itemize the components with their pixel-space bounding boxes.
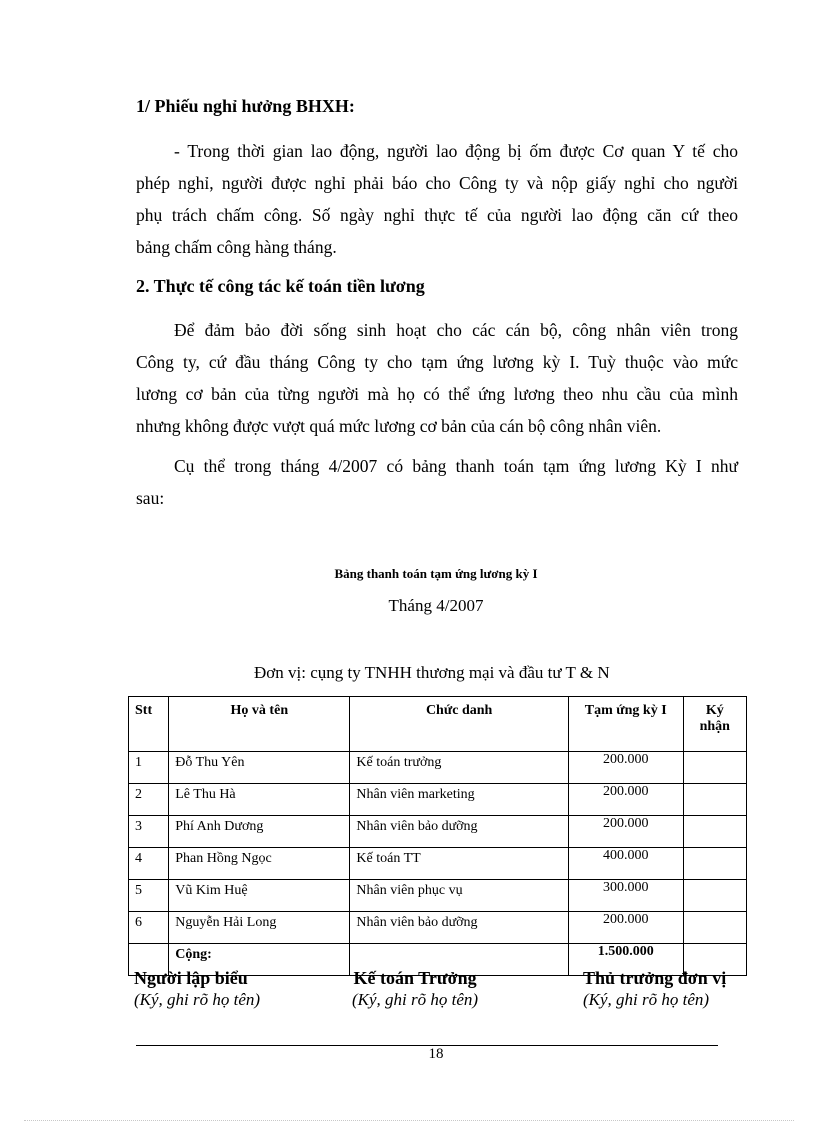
total-label: Cộng:	[169, 944, 350, 976]
cell-position: Kế toán trưởng	[350, 752, 568, 784]
section2-paragraph-1	[136, 314, 738, 442]
header-stt: Stt	[129, 697, 169, 752]
table-row	[129, 912, 747, 944]
paragraph-line: - Trong thời gian lao động, người lao động bị ốm được Cơ quan Y tế cho	[174, 141, 738, 161]
total-value: 1.500.000	[568, 944, 683, 976]
page-number: 18	[428, 1046, 444, 1062]
cell-advance: 400.000	[568, 848, 683, 880]
page-edge-divider	[24, 1120, 794, 1121]
table-month: Tháng 4/2007	[388, 596, 484, 615]
cell-position: Nhân viên bảo dưỡng	[350, 816, 568, 848]
signature-note: (Ký, ghi rõ họ tên)	[583, 990, 710, 1009]
table-row	[129, 848, 747, 880]
signature-accountant	[352, 968, 478, 1010]
cell-sign	[683, 816, 746, 848]
section1-heading: 1/ Phiếu nghỉ hưởng BHXH:	[136, 96, 355, 116]
paragraph-line: bảng chấm công hàng tháng.	[136, 237, 337, 257]
header-advance: Tạm ứng kỳ I	[568, 697, 683, 752]
cell-advance: 200.000	[568, 912, 683, 944]
cell-sign	[683, 752, 746, 784]
paragraph-line: lương cơ bản của từng người mà họ có thể ứng lương theo nhu cầu của mình	[136, 384, 738, 404]
table-row	[129, 784, 747, 816]
signature-note: (Ký, ghi rõ họ tên)	[352, 990, 479, 1009]
cell-advance: 200.000	[568, 816, 683, 848]
signature-role: Thủ trưởng đơn vị	[583, 968, 727, 988]
cell-advance: 200.000	[568, 752, 683, 784]
cell-stt: 3	[129, 816, 169, 848]
advance-payment-table	[128, 696, 747, 976]
paragraph-line: nhưng không được vượt quá mức lương cơ bản của cán bộ công nhân viên.	[136, 416, 662, 436]
header-name: Họ và tên	[169, 697, 350, 752]
paragraph-line: Công ty, cứ đầu tháng Công ty cho tạm ứng lương kỳ I. Tuỳ thuộc vào mức	[136, 352, 738, 372]
header-sign: Ký nhận	[683, 697, 746, 752]
table-unit: Đơn vị: cụng ty TNHH thương mại và đầu tư T & N	[254, 663, 610, 682]
signature-role: Kế toán Trưởng	[353, 968, 477, 988]
cell-stt: 4	[129, 848, 169, 880]
cell-name: Phí Anh Dương	[169, 816, 350, 848]
cell-sign	[683, 880, 746, 912]
cell-position: Nhân viên phục vụ	[350, 880, 568, 912]
table-row	[129, 752, 747, 784]
header-position: Chức danh	[350, 697, 568, 752]
cell-name: Đỗ Thu Yên	[169, 752, 350, 784]
paragraph-line: Cụ thể trong tháng 4/2007 có bảng thanh toán tạm ứng lương Kỳ I như	[174, 456, 738, 476]
signature-preparer	[134, 968, 260, 1010]
cell-advance: 200.000	[568, 784, 683, 816]
cell-stt: 5	[129, 880, 169, 912]
section2-paragraph-2	[136, 450, 738, 514]
cell-sign	[683, 784, 746, 816]
cell-name: Lê Thu Hà	[169, 784, 350, 816]
cell-name: Phan Hồng Ngọc	[169, 848, 350, 880]
section2-heading: 2. Thực tế công tác kế toán tiền lương	[136, 276, 425, 296]
cell-position: Nhân viên bảo dưỡng	[350, 912, 568, 944]
cell-sign	[683, 848, 746, 880]
table-header-row	[129, 697, 747, 752]
paragraph-line: phép nghỉ, người được nghỉ phải báo cho Công ty và nộp giấy nghỉ cho người	[136, 173, 738, 193]
signature-role: Người lập biểu	[134, 968, 248, 988]
cell-name: Vũ Kim Huệ	[169, 880, 350, 912]
cell-position: Nhân viên marketing	[350, 784, 568, 816]
paragraph-line: Để đảm bảo đời sống sinh hoạt cho các cán bộ, công nhân viên trong	[174, 320, 738, 340]
section1-paragraph	[136, 135, 738, 263]
signature-note: (Ký, ghi rõ họ tên)	[134, 990, 261, 1009]
cell-advance: 300.000	[568, 880, 683, 912]
cell-name: Nguyễn Hải Long	[169, 912, 350, 944]
paragraph-line: sau:	[136, 488, 165, 508]
cell-stt: 2	[129, 784, 169, 816]
table-title: Bảng thanh toán tạm ứng lương kỳ I	[334, 566, 538, 581]
cell-sign	[683, 912, 746, 944]
table-row	[129, 880, 747, 912]
paragraph-line: phụ trách chấm công. Số ngày nghỉ thực tế của người lao động căn cứ theo	[136, 205, 738, 225]
cell-position: Kế toán TT	[350, 848, 568, 880]
cell-stt: 6	[129, 912, 169, 944]
signature-head	[583, 968, 726, 1010]
cell-stt: 1	[129, 752, 169, 784]
table-row	[129, 816, 747, 848]
